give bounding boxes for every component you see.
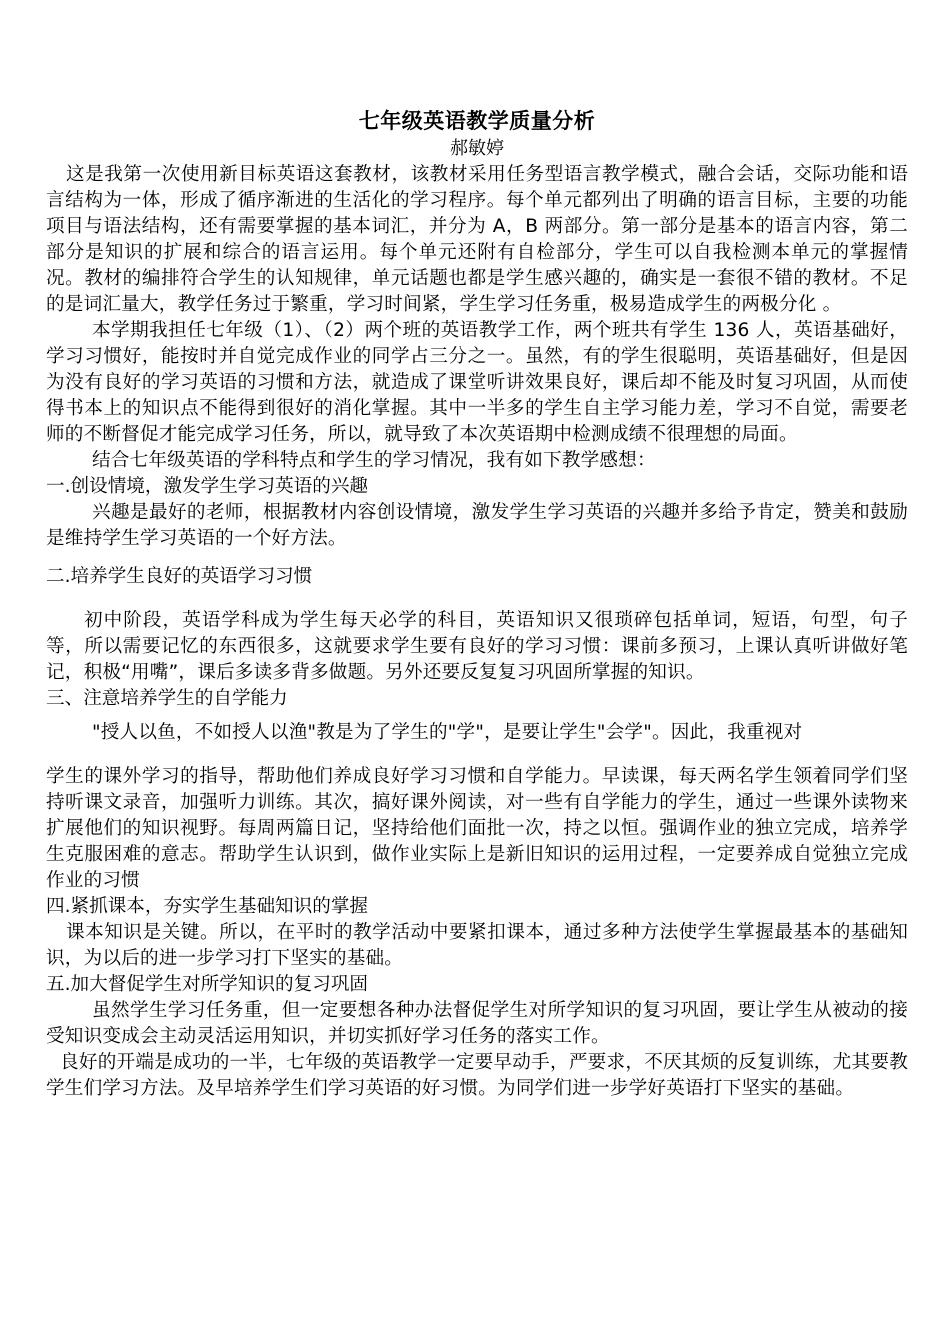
section-heading-1: 一.创设情境，激发学生学习英语的兴趣	[46, 476, 369, 497]
section-body-5: 虽然学生学习任务重，但一定要想各种办法督促学生对所学知识的复习巩固，要让学生从被动的接受知识变成会主动灵活运用知识，并切实抓好学习任务的落实工作。	[46, 1000, 908, 1047]
situation-paragraph: 本学期我担任七年级（1）、（2）两个班的英语教学工作，两个班共有学生 136 人，英语基础好，学习习惯好，能按时并自觉完成作业的同学占三分之一。虽然，有的学生很聪明，英语基础好，但是因为没有良好的学习英语的习惯和方法，就造成了课堂听讲效果良好，课后却不能及时复习巩固，从而使得书本上的知识点不能得到很好的消化掌握。其中一半多的学生自主学习能力差，学习不自觉，需要老师的不断督促才能完成学习任务，所以，就导致了本次英语期中检测成绩不很理想的局面。	[46, 320, 908, 445]
section-body-2: 初中阶段，英语学科成为学生每天必学的科目，英语知识又很琐碎包括单词，短语，句型，句子等，所以需要记忆的东西很多，这就要求学生要有良好的学习习惯：课前多预习，上课认真听讲做好笔记，积极“用嘴”，课后多读多背多做题。另外还要反复复习巩固所掌握的知识。	[46, 610, 908, 683]
section-heading-4: 四.紧抓课本，夯实学生基础知识的掌握	[46, 896, 369, 917]
document-page	[46, 106, 908, 1102]
lead-in-paragraph: 结合七年级英语的学科特点和学生的学习情况，我有如下教学感想：	[92, 450, 656, 471]
section-body-3-rest: 学生的课外学习的指导，帮助他们养成良好学习习惯和自学能力。早读课，每天两名学生领着同学们坚持听课文录音，加强听力训练。其次，搞好课外阅读，对一些有自学能力的学生，通过一些课外读物来扩展他们的知识视野。每周两篇日记，坚持给他们面批一次，持之以恒。强调作业的独立完成，培养学生克服困难的意志。帮助学生认识到，做作业实际上是新旧知识的运用过程，一定要养成自觉独立完成作业的习惯	[46, 766, 908, 891]
document-title: 七年级英语教学质量分析	[358, 109, 596, 133]
section-heading-5: 五.加大督促学生对所学知识的复习巩固	[46, 974, 369, 995]
intro-paragraph: 这是我第一次使用新目标英语这套教材，该教材采用任务型语言教学模式，融合会话，交际功能和语言结构为一体，形成了循序渐进的生活化的学习程序。每个单元都列出了明确的语言目标，主要的功能项目与语法结构，还有需要掌握的基本词汇，并分为 A，B 两部分。第一部分是基本的语言内容，第二部分是知识的扩展和综合的语言运用。每个单元还附有自检部分，学生可以自我检测本单元的掌握情况。教材的编排符合学生的认知规律，单元话题也都是学生感兴趣的，确实是一套很不错的教材。不足的是词汇量大，教学任务过于繁重，学习时间紧，学生学习任务重，极易造成学生的两极分化 。	[46, 164, 908, 315]
section-body-3-first-line: "授人以鱼，不如授人以渔"教是为了学生的"学"，是要让学生"会学"。因此，我重视对	[92, 722, 803, 743]
conclusion-paragraph: 良好的开端是成功的一半，七年级的英语教学一定要早动手，严要求，不厌其烦的反复训练，尤其要教学生们学习方法。及早培养学生们学习英语的好习惯。为同学们进一步学好英语打下坚实的基础。	[46, 1052, 908, 1099]
section-heading-3: 三、注意培养学生的自学能力	[46, 688, 288, 709]
section-body-4: 课本知识是关键。所以，在平时的教学活动中要紧扣课本，通过多种方法使学生掌握最基本的基础知识，为以后的进一步学习打下坚实的基础。	[46, 922, 908, 969]
document-author: 郝敏婷	[450, 138, 504, 159]
section-heading-2: 二.培养学生良好的英语学习习惯	[46, 566, 313, 587]
section-body-1: 兴趣是最好的老师，根据教材内容创设情境，激发学生学习英语的兴趣并多给予肯定，赞美和鼓励是维持学生学习英语的一个好方法。	[46, 502, 908, 549]
